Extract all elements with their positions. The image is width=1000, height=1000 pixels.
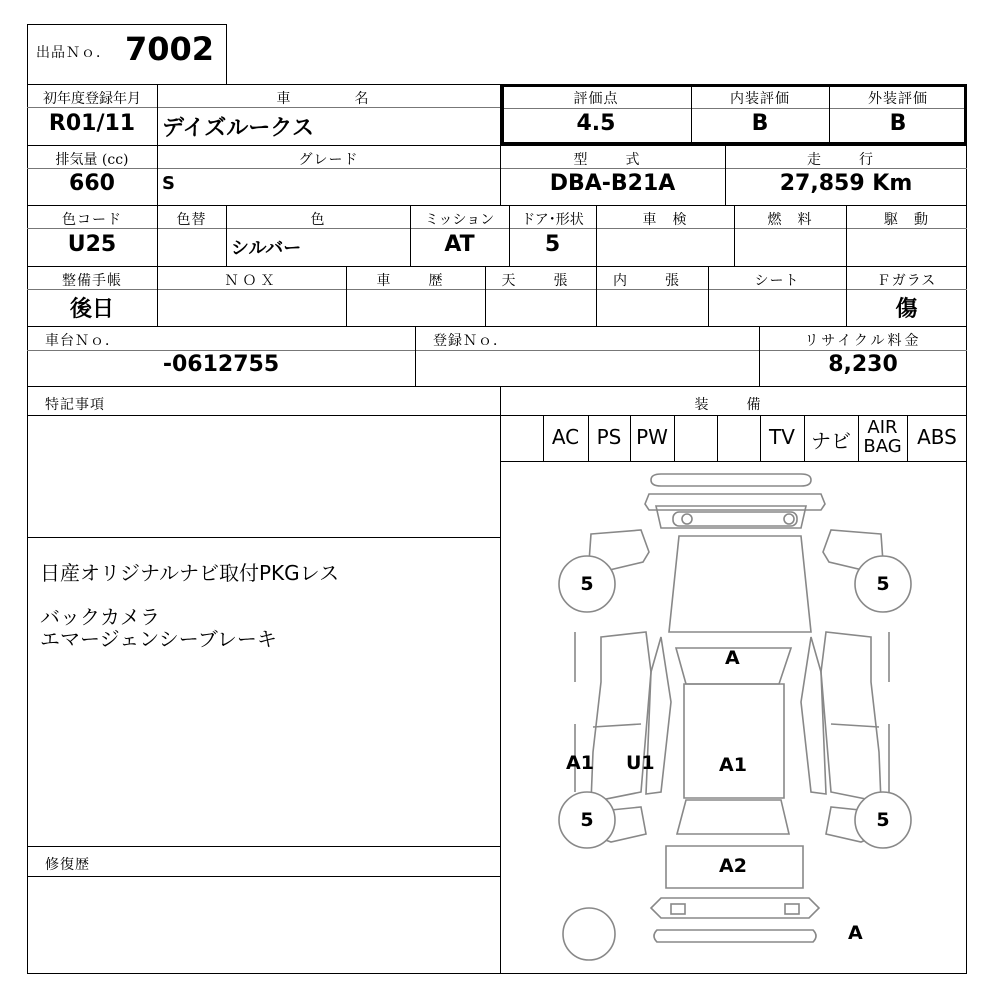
tire-front-right-label: 5 (876, 573, 890, 595)
damage-windshield: A (725, 647, 740, 669)
remarks-line: 日産オリジナルナビ取付PKGレス (40, 561, 340, 585)
equipment-airbag: AIR BAG (863, 417, 902, 457)
fuel-label: 燃 料 (767, 212, 813, 228)
registration-label: 登録Ｎｏ． (433, 333, 508, 349)
damage-rear-gate: A2 (719, 855, 747, 877)
tire-rear-left-label: 5 (580, 809, 594, 831)
equipment-tv: TV (769, 425, 795, 449)
color-value: シルバー (231, 238, 302, 259)
color-label: 色 (310, 212, 326, 228)
score-value: 4.5 (576, 111, 616, 136)
grade-value: S (162, 173, 175, 194)
exterior-value: B (889, 111, 907, 136)
damage-left-side-1: A1 (566, 752, 594, 774)
tire-front-left-label: 5 (580, 573, 594, 595)
exterior-label: 外装評価 (868, 91, 928, 107)
first-reg-value: R01/11 (48, 111, 136, 136)
recycle-label: リサイクル料金 (804, 333, 922, 349)
drive-label: 駆 動 (884, 212, 929, 228)
equipment-pw: PW (636, 425, 668, 449)
damage-roof: A1 (719, 754, 747, 776)
repair-label: 修復歴 (45, 857, 90, 873)
grade-label: グレード (298, 152, 359, 168)
service-book-value: 後日 (69, 297, 114, 322)
score-label: 評価点 (573, 91, 619, 107)
color-code-label: 色コード (62, 212, 122, 228)
interior-label: 内装評価 (730, 91, 790, 107)
equipment-ps: PS (596, 425, 622, 449)
remarks-line: バックカメラ (40, 605, 160, 629)
door-label: ドア･形状 (521, 212, 584, 228)
model-value: DBA-B21A (549, 171, 676, 196)
remarks-text (40, 562, 339, 650)
car-name-label: 車 名 (276, 91, 381, 107)
equipment-navi: ナビ (811, 429, 851, 453)
damage-left-side-2: U1 (626, 752, 655, 774)
inspection-label: 車 検 (642, 212, 688, 228)
color-code-value: U25 (67, 232, 117, 257)
displacement-label: 排気量 (cc) (55, 152, 129, 168)
mission-label: ミッション (424, 212, 495, 228)
color-change-label: 色替 (176, 212, 207, 228)
fglass-label: Ｆガラス (876, 273, 937, 289)
service-book-label: 整備手帳 (62, 273, 122, 289)
door-value: 5 (544, 232, 561, 257)
tire-rear-right-label: 5 (876, 809, 890, 831)
mileage-value: 27,859 Km (779, 171, 913, 196)
chassis-label: 車台Ｎｏ． (45, 333, 120, 349)
interior-value: B (751, 111, 769, 136)
equipment-abs: ABS (917, 425, 957, 449)
first-reg-label: 初年度登録年月 (43, 91, 141, 107)
interior-trim-label: 内 張 (613, 273, 691, 289)
remarks-line (40, 584, 339, 606)
car-name-value: デイズルークス (162, 116, 315, 141)
equipment-ac: AC (551, 425, 580, 449)
equipment-label: 装 備 (694, 397, 773, 413)
model-label: 型 式 (573, 152, 652, 168)
remarks-label: 特記事項 (45, 397, 105, 413)
nox-label: ＮＯＸ (224, 273, 279, 289)
chassis-value: -0612755 (162, 352, 280, 377)
lot-number: 7002 (125, 30, 215, 68)
car-diagram (501, 462, 966, 973)
fglass-value: 傷 (895, 297, 918, 322)
roof-label: 天 張 (501, 273, 580, 289)
displacement-value: 660 (69, 171, 115, 196)
mission-value: AT (444, 232, 475, 257)
mileage-label: 走 行 (807, 152, 885, 168)
seat-label: シート (754, 273, 800, 289)
remarks-line: エマージェンシーブレーキ (40, 627, 277, 651)
recycle-value: 8,230 (828, 352, 898, 377)
damage-rear-bumper: A (848, 922, 863, 944)
history-label: 車 歴 (376, 273, 455, 289)
lot-label: 出品Ｎｏ． (36, 45, 111, 61)
